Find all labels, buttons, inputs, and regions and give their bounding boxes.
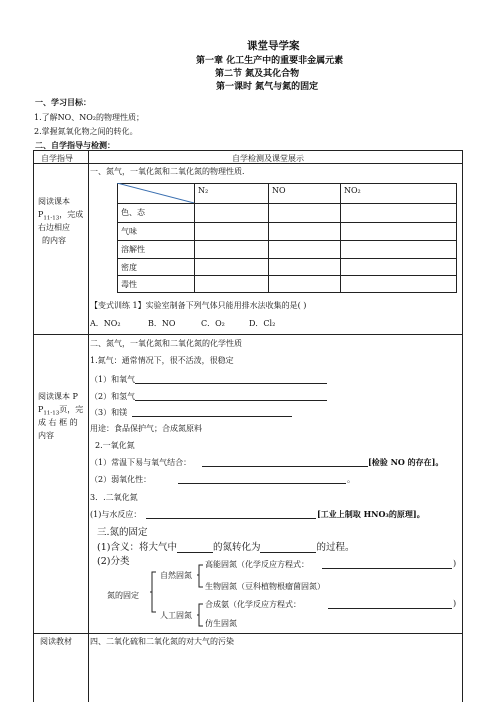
answer-blank[interactable] — [178, 483, 346, 484]
tree-leaf: 仿生固氮 — [205, 619, 237, 628]
answer-blank[interactable] — [132, 416, 292, 417]
usage-text: 用途：食品保护气；合成氮原料 — [90, 424, 202, 433]
reaction-item: (1)与水反应： — [90, 510, 142, 519]
goal-item: 2.掌握氮氧化物之间的转化。 — [34, 127, 138, 136]
answer-blank[interactable] — [260, 543, 316, 553]
tree-leaf: 合成氨（化学反应方程式： — [205, 600, 301, 609]
guide-text: 阅读课本 — [38, 197, 70, 206]
answer-blank[interactable] — [328, 608, 452, 609]
table-row-label: 溶解性 — [121, 245, 145, 254]
table-row-label: 毒性 — [121, 280, 137, 289]
close-paren: ) — [453, 599, 457, 608]
reaction-item: （1）常温下易与氧气结合： — [90, 458, 192, 467]
option-d: D．Cl₂ — [249, 319, 276, 328]
page-title: 课堂导学案 — [247, 40, 300, 52]
table-row-label: 密度 — [121, 263, 137, 272]
chapter-title: 第一章 化工生产中的重要非金属元素 — [196, 56, 344, 66]
option-c: C．O₂ — [201, 319, 225, 328]
tree-branch-artificial: 人工固氮 — [160, 611, 192, 620]
guide-text: $P_{11-13}$页，完 — [38, 405, 84, 417]
answer-blank[interactable] — [322, 568, 452, 569]
subsection-title: 3．.二氧化氮 — [90, 493, 138, 502]
option-a: A．NO₂ — [90, 319, 121, 328]
tree-leaf: 生物固氮（豆科植物根瘤菌固氮） — [205, 582, 325, 591]
guide-heading: 二、自学指导与检测： — [35, 140, 115, 150]
nitrogen-intro: 1.氮气：通常情况下，很不活泼，很稳定 — [90, 356, 234, 365]
note-text: [检验 NO 的存在]。 — [368, 457, 444, 467]
diagonal-header-line — [117, 183, 195, 203]
answer-blank[interactable] — [146, 518, 316, 519]
column-header-check: 自学检测及课堂展示 — [232, 154, 304, 163]
classification-label: (2)分类 — [97, 556, 130, 567]
table-col-header: NO₂ — [344, 186, 361, 195]
guide-text: 阅读课本 P — [38, 392, 78, 401]
option-b: B．NO — [148, 319, 176, 328]
definition-text: (1)含义：将大气中 的氮转化为 的过程。 — [97, 542, 355, 553]
section-title: 二、氮气，一氧化氮和二氧化氮的化学性质 — [90, 339, 242, 348]
subsection-title: 三.氮的固定 — [97, 527, 148, 538]
note-text: [工业上制取 HNO₃的原理]。 — [317, 509, 425, 519]
tree-branch-natural: 自然固氮 — [160, 571, 192, 580]
answer-blank[interactable] — [135, 383, 327, 384]
guide-text: 成 右 框 的 — [38, 418, 78, 427]
guide-text: 右边相应 — [38, 223, 70, 232]
section-title: 第二节 氮及其化合物 — [215, 69, 300, 79]
punctuation: 。 — [347, 475, 355, 484]
guide-text: $P_{11-13}$，完成 — [38, 210, 84, 222]
guide-text: 阅读教材 — [40, 637, 72, 646]
table-col-header: NO — [272, 186, 286, 195]
table-row-label: 气味 — [121, 227, 137, 236]
section-title: 一、氮气，一氧化氮和二氧化氮的物理性质． — [90, 167, 250, 176]
reaction-item: （3）和镁 — [90, 408, 128, 417]
reaction-item: （1）和氧气 — [90, 375, 136, 384]
table-row-label: 色、态 — [121, 208, 145, 217]
lesson-title: 第一课时 氮气与氮的固定 — [216, 82, 319, 92]
guide-text: 内容 — [38, 431, 54, 440]
section-title: 四、二氧化硫和二氧化氮的对大气的污染 — [90, 637, 234, 646]
answer-blank[interactable] — [135, 400, 327, 401]
close-paren: ) — [453, 559, 457, 568]
guide-text: 的内容 — [42, 236, 66, 245]
goals-heading: 一、学习目标： — [35, 97, 91, 107]
reaction-item: （2）和氢气 — [90, 392, 136, 401]
reaction-item: （2）弱氧化性： — [90, 475, 152, 484]
tree-root: 氮的固定 — [107, 591, 139, 600]
subsection-title: 2.一氧化氮 — [95, 441, 135, 450]
goal-item: 1.了解NO、NO₂的物理性质； — [34, 113, 144, 122]
answer-blank[interactable] — [202, 466, 368, 467]
answer-blank[interactable] — [177, 543, 213, 553]
column-header-guide: 自学指导 — [41, 154, 73, 163]
exercise-question: 【变式训练 1】实验室制备下列气体只能用排水法收集的是( ) — [90, 301, 307, 310]
tree-leaf: 高能固氮（化学反应方程式： — [205, 560, 309, 569]
table-col-header: N₂ — [198, 186, 209, 195]
